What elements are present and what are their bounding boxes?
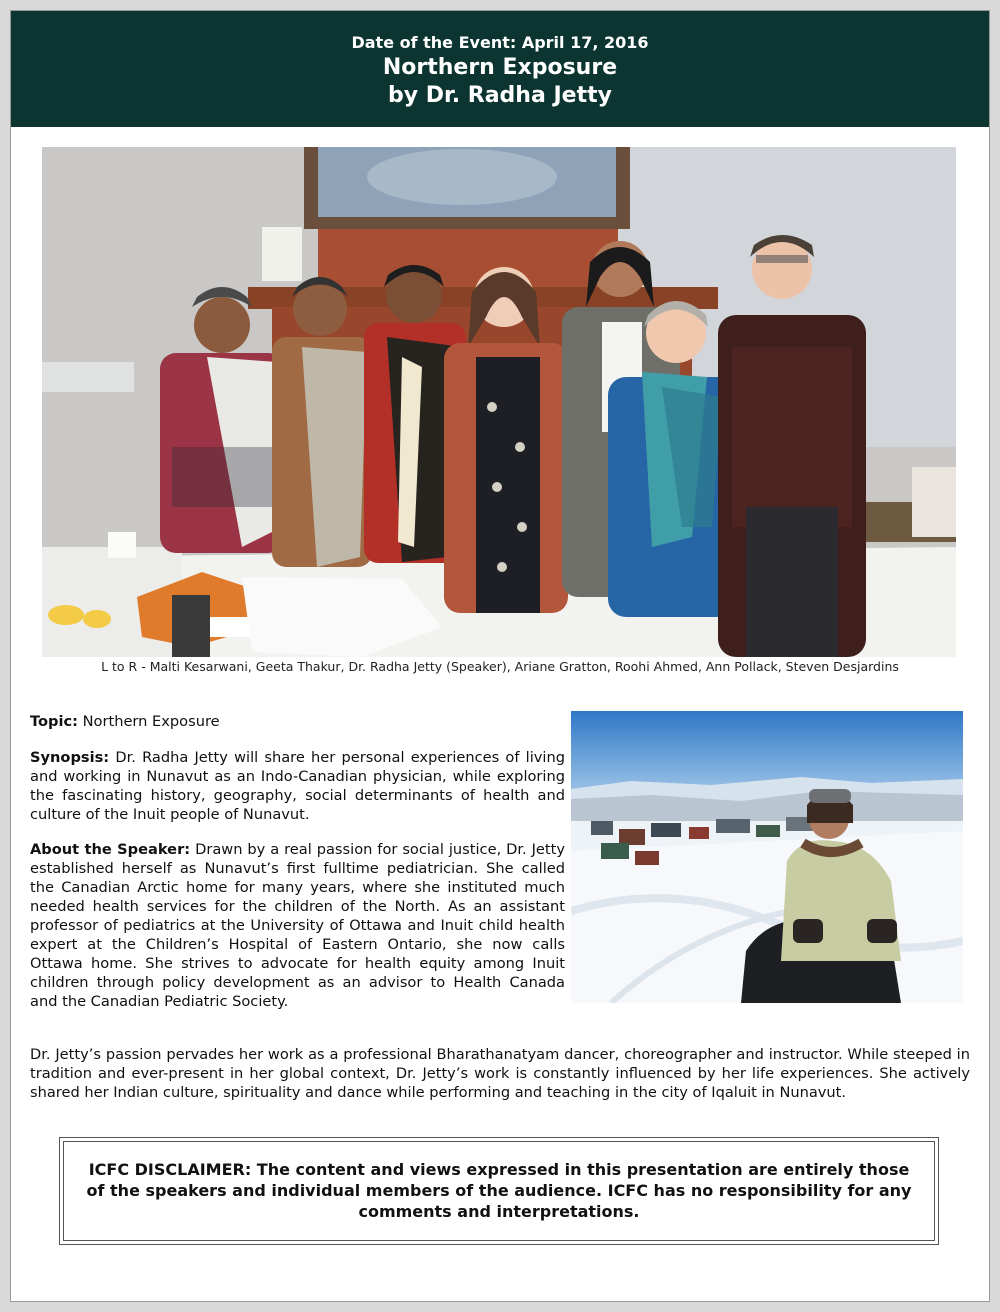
group-photo-caption: L to R - Malti Kesarwani, Geeta Thakur, Dr. Radha Jetty (Speaker), Ariane Gratton, Roohi Ahmed, Ann Pollack, Steven Desjardins (101, 659, 899, 674)
topic-paragraph (30, 712, 565, 731)
synopsis-text: Dr. Radha Jetty will share her personal experiences of living and working in Nunavut as an Indo-Canadian physician, while exploring the fascinating history, geography, social determinants of health and culture of the Inuit people of Nunavut. (30, 749, 565, 823)
event-header (11, 11, 989, 127)
group-photo (42, 147, 956, 657)
event-date: Date of the Event: April 17, 2016 (351, 33, 649, 52)
topic-label: Topic: (30, 713, 78, 730)
page (10, 10, 990, 1302)
group-photo-illustration (42, 147, 956, 657)
speaker-arctic-photo-illustration (571, 711, 963, 1003)
about-speaker-label: About the Speaker: (30, 841, 191, 858)
synopsis-label: Synopsis: (30, 749, 110, 766)
passion-paragraph: Dr. Jetty’s passion pervades her work as a professional Bharathanatyam dancer, choreographer and instructor. While steeped in tradition and ever-present in her global context, Dr. Jetty’s work is constantly influenced by her life experiences. She actively shared her Indian culture, spirituality and dance while performing and teaching in the city of Iqaluit in Nunavut. (30, 1046, 970, 1101)
topic-text: Northern Exposure (82, 713, 220, 730)
about-speaker-paragraph (30, 840, 565, 1011)
event-title (11, 54, 989, 110)
event-title-line-1: Northern Exposure (382, 55, 618, 80)
about-speaker-text: Drawn by a real passion for social justice, Dr. Jetty established herself as Nunavut’s first fulltime pediatrician. She called the Canadian Arctic home for many years, where she instituted much needed health services for the children of the North. As an assistant professor of pediatrics at the University of Ottawa and Inuit child health expert at the Children’s Hospital of Eastern Ontario, she now calls Ottawa home. She strives to advocate for health equity among Inuit children through policy development as an advisor to Health Canada and the Canadian Pediatric Society. (30, 841, 565, 1010)
speaker-arctic-photo (571, 711, 963, 1003)
synopsis-paragraph (30, 748, 565, 824)
disclaimer-box (59, 1137, 939, 1245)
disclaimer-text: ICFC DISCLAIMER: The content and views expressed in this presentation are entirely those of the speakers and individual members of the audience. ICFC has no responsibility for any comments and interpretations. (86, 1160, 912, 1221)
event-title-line-2: by Dr. Radha Jetty (388, 83, 612, 108)
